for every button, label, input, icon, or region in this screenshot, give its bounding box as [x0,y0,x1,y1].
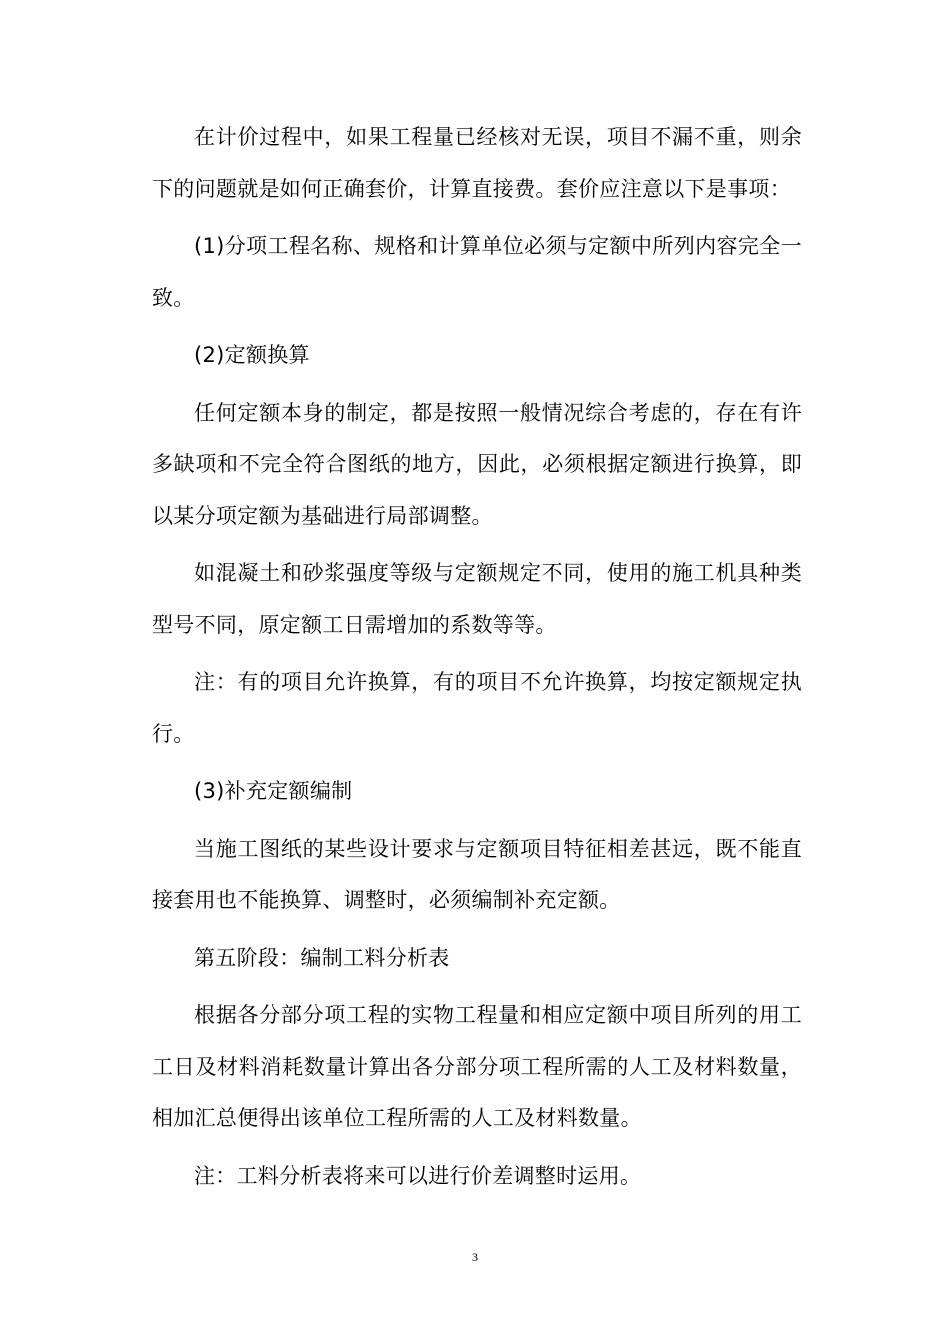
paragraph-supplementary-quota: 当施工图纸的某些设计要求与定额项目特征相差甚远，既不能直接套用也不能换算、调整时，必须编制补充定额。 [152,836,802,912]
paragraph-conversion-example: 如混凝土和砂浆强度等级与定额规定不同，使用的施工机具种类型号不同，原定额工日需增加的系数等等。 [152,561,802,637]
page-number: 3 [472,1250,478,1264]
paragraph-heading-3: (3)补充定额编制 [194,779,353,803]
paragraph-item-1: (1)分项工程名称、规格和计算单位必须与定额中所列内容完全一致。 [152,234,802,310]
paragraph-analysis-note: 注：工料分析表将来可以进行价差调整时运用。 [194,1163,642,1188]
paragraph-labor-material-analysis: 根据各分部分项工程的实物工程量和相应定额中项目所列的用工工日及材料消耗数量计算出各分部分项工程所需的人工及材料数量，相加汇总便得出该单位工程所需的人工及材料数量。 [152,1003,802,1130]
paragraph-heading-2: (2)定额换算 [194,343,310,367]
paragraph-quota-conversion: 任何定额本身的制定，都是按照一般情况综合考虑的，存在有许多缺项和不完全符合图纸的地方，因此，必须根据定额进行换算，即以某分项定额为基础进行局部调整。 [152,400,802,528]
paragraph-pricing-process: 在计价过程中，如果工程量已经核对无误，项目不漏不重，则余下的问题就是如何正确套价，计算直接费。套价应注意以下是事项： [152,125,802,201]
paragraph-conversion-note: 注：有的项目允许换算，有的项目不允许换算，均按定额规定执行。 [152,670,802,746]
document-body [152,112,802,1208]
paragraph-stage-five-heading: 第五阶段：编制工料分析表 [194,945,450,970]
